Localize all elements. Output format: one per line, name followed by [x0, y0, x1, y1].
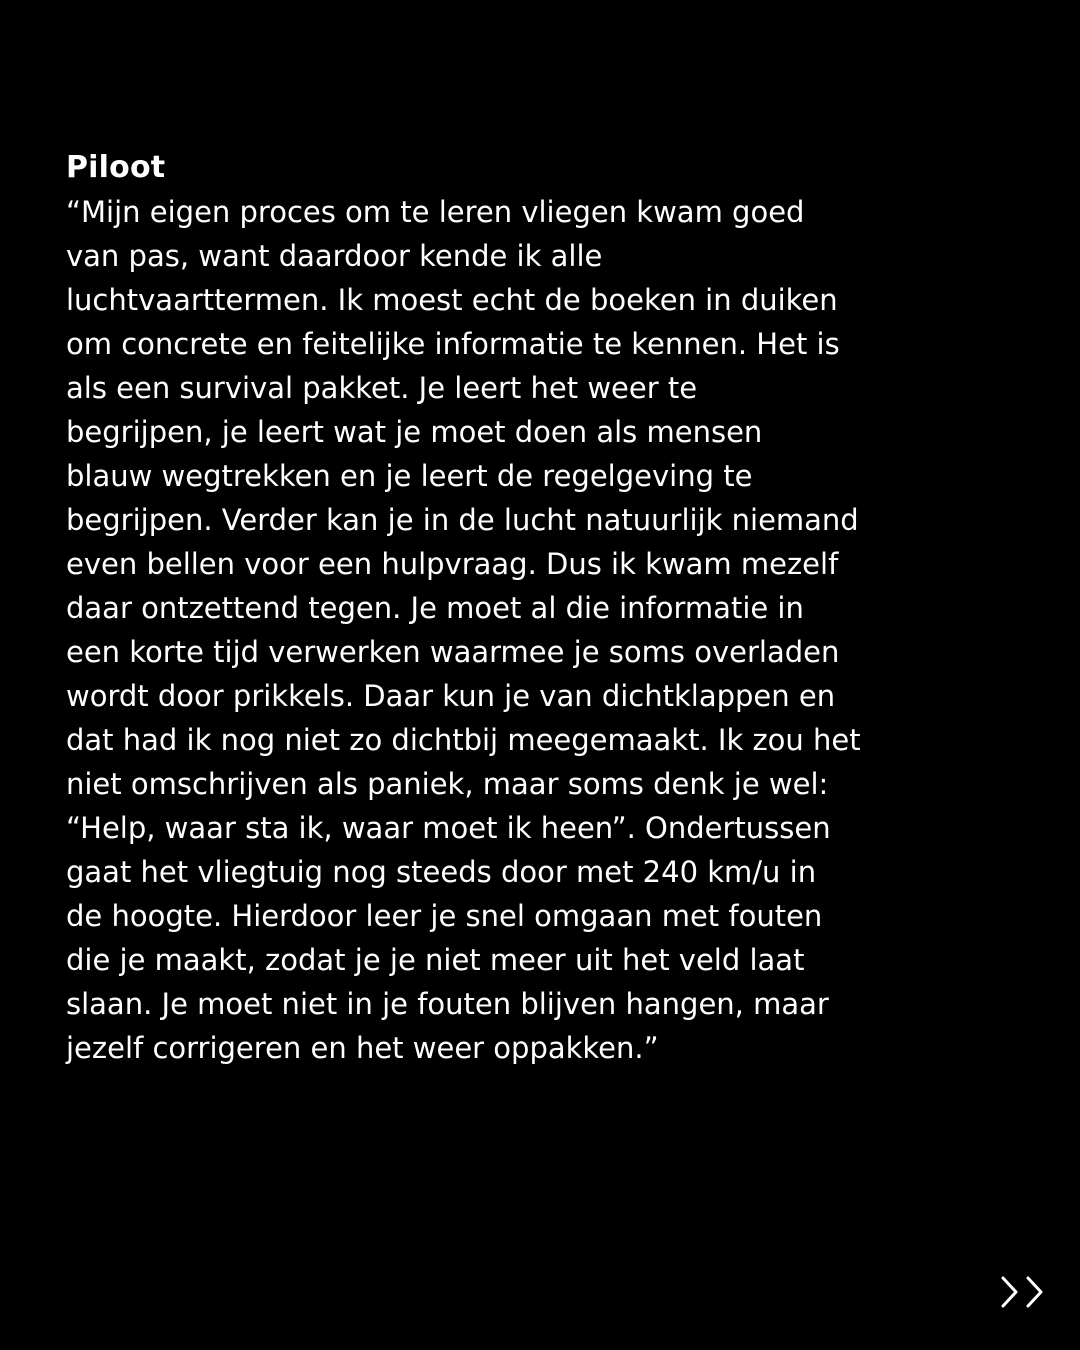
quote-line: begrijpen, je leert wat je moet doen als mensen: [66, 415, 763, 449]
quote-line: van pas, want daardoor kende ik alle: [66, 239, 603, 273]
quote-line: begrijpen. Verder kan je in de lucht natuurlijk niemand: [66, 503, 859, 537]
quote-line: luchtvaarttermen. Ik moest echt de boeken in duiken: [66, 283, 838, 317]
quote-line: “Mijn eigen proces om te leren vliegen kwam goed: [66, 195, 805, 229]
next-slide-button[interactable]: [1000, 1274, 1050, 1310]
quote-line: niet omschrijven als paniek, maar soms denk je wel:: [66, 767, 829, 801]
quote-line: gaat het vliegtuig nog steeds door met 240 km/u in: [66, 855, 817, 889]
quote-line: een korte tijd verwerken waarmee je soms overladen: [66, 635, 840, 669]
quote-line: als een survival pakket. Je leert het weer te: [66, 371, 698, 405]
heading: Piloot: [66, 150, 166, 185]
quote-line: die je maakt, zodat je je niet meer uit het veld laat: [66, 943, 805, 977]
quote-line: daar ontzettend tegen. Je moet al die informatie in: [66, 591, 804, 625]
quote: [66, 190, 1026, 1070]
quote-line: dat had ik nog niet zo dichtbij meegemaakt. Ik zou het: [66, 723, 861, 757]
quote-line: blauw wegtrekken en je leert de regelgeving te: [66, 459, 753, 493]
quote-line: slaan. Je moet niet in je fouten blijven hangen, maar: [66, 987, 829, 1021]
quote-line: even bellen voor een hulpvraag. Dus ik kwam mezelf: [66, 547, 839, 581]
quote-line: jezelf corrigeren en het weer oppakken.”: [66, 1031, 659, 1065]
quote-line: de hoogte. Hierdoor leer je snel omgaan met fouten: [66, 899, 823, 933]
quote-line: “Help, waar sta ik, waar moet ik heen”. Ondertussen: [66, 811, 831, 845]
double-chevron-right-icon: [1000, 1274, 1050, 1310]
quote-line: wordt door prikkels. Daar kun je van dichtklappen en: [66, 679, 836, 713]
quote-line: om concrete en feitelijke informatie te kennen. Het is: [66, 327, 840, 361]
text-block: [66, 146, 1026, 1070]
